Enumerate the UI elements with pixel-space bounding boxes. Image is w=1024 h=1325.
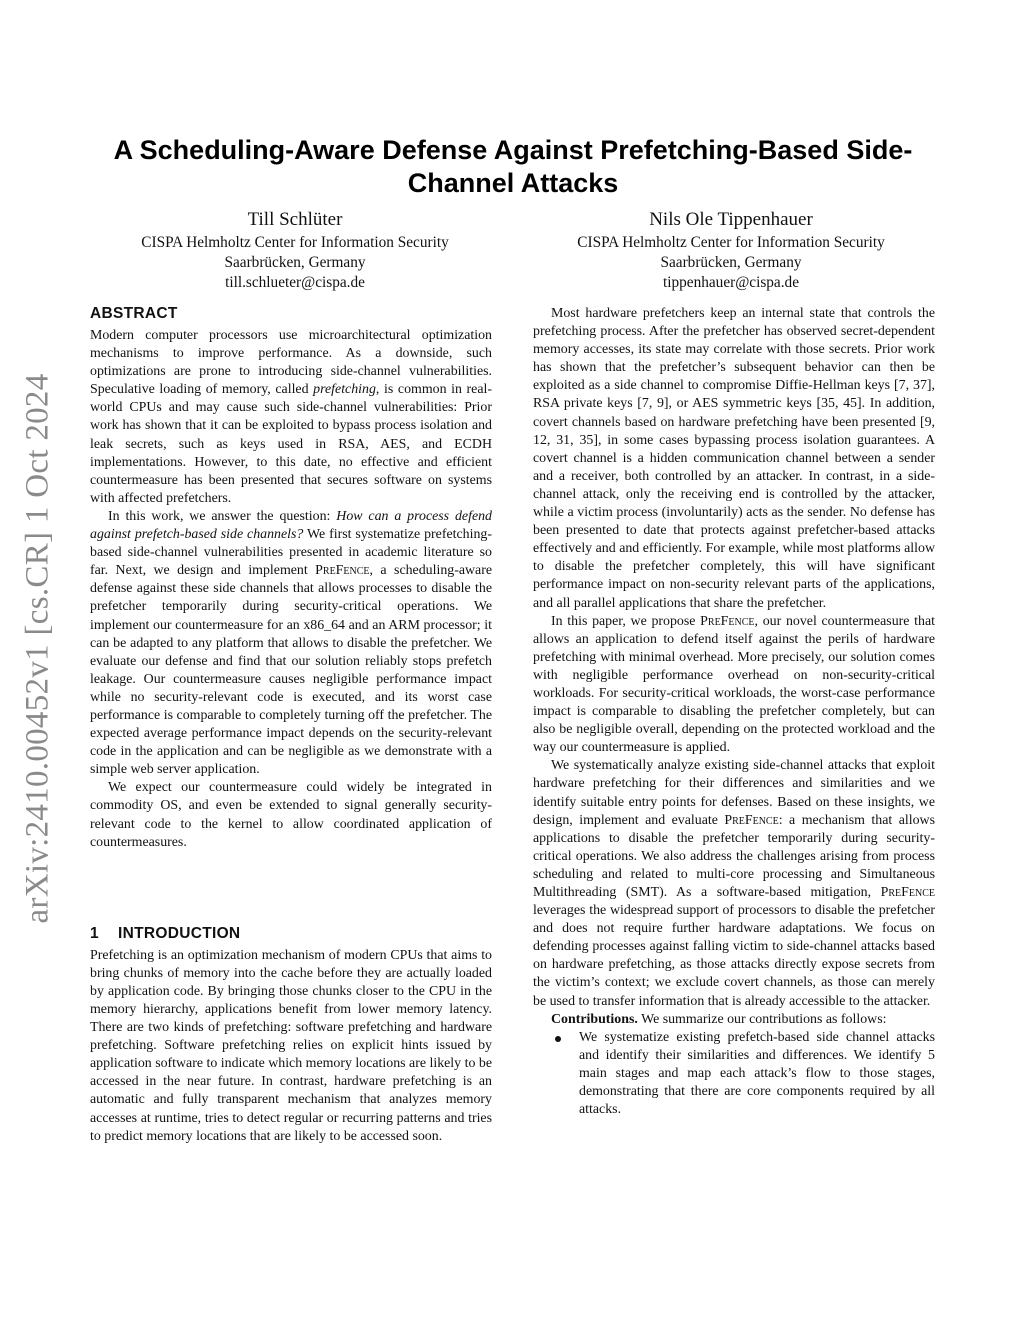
text-run: We summarize our contributions as follows:: [637, 1011, 887, 1027]
system-name: PreFence: [880, 885, 935, 900]
section-number: 1: [90, 924, 99, 942]
list-item-text: We systematize existing prefetch-based side channel attacks and identify their similarities and differences. We identify 5 main stages and map each attack’s flow to those stages, demonstrating that there are core components required by all attacks.: [579, 1029, 935, 1118]
author-name: Nils Ole Tippenhauer: [649, 209, 813, 230]
emphasis-run: How can a process defend against prefetch-based side channels?: [90, 508, 492, 543]
text-run: In this work, we answer the question:: [108, 508, 337, 524]
left-column: [90, 304, 492, 1146]
system-name: PreFence: [315, 563, 370, 579]
contributions-label: Contributions.: [551, 1011, 638, 1027]
paper-title: A Scheduling-Aware Defense Against Prefetching-Based Side-Channel Attacks: [113, 135, 913, 198]
text-run: , a scheduling-aware defense against these side channels that allows processes to disable the prefetcher temporarily during security-critical operations. We implement our countermeasure for an x86_64 and an ARM processor; it can be adapted to any platform that allows to disable the prefetcher. We evaluate our defense and find that our solution reliably stops prefetch leakage. Our countermeasure causes negligible performance impact while no security-relevant code is executed, and its worst case performance is comparable to completely turning off the prefetcher. The expected average performance impact depends on the security-relevant code in the application and can be negligible as we demonstrate with a simple web server application.: [90, 563, 492, 778]
abstract-paragraph-1: [90, 327, 492, 508]
section-title: INTRODUCTION: [118, 924, 241, 942]
author-2: [526, 208, 936, 293]
abstract-heading: ABSTRACT: [90, 305, 178, 322]
text-run: We first systematize prefetching-based side-channel vulnerabilities presented in academic literature so far. Next, we design and implement: [90, 527, 492, 579]
introduction-paragraph-1: Prefetching is an optimization mechanism of modern CPUs that aims to bring chunks of memory into the cache before they are actually loaded by application code. By bringing those chunks closer to the CPU in the memory hierarchy, applications benefit from lower memory latency. There are two kinds of prefetching: software prefetching and hardware prefetching. Software prefetching relies on explicit hints issued by application software to indicate which memory locations are likely to be accessed in the near future. In contrast, hardware prefetching is an automatic and fully transparent mechanism that analyzes memory accesses at runtime, tries to detect regular or recurring patterns and tries to predict memory locations that are likely to be accessed soon.: [90, 947, 492, 1144]
system-name: PreFence: [700, 613, 755, 629]
text-run: , is common in real-world CPUs and may cause such side-channel vulnerabilities: Prior work has shown that it can be exploited to bypass process isolation and leak secrets, such as keys used in RSA, AES, and ECDH implementations. However, to this date, no effective and efficient countermeasure has been presented that secures software on systems with affected prefetchers.: [90, 382, 492, 506]
author-affiliation: CISPA Helmholtz Center for Information Security: [141, 234, 449, 251]
text-run: leverages the widespread support of processors to disable the prefetcher and does not require further hardware adaptations. We focus on defending processes against falling victim to side-channel attacks based on hardware prefetching, as those attacks directly expose secrets from the victim’s context; we exclude covert channels, as those can merely be used to transfer information that is already accessible to the attacker.: [533, 903, 935, 1009]
abstract-paragraph-3: We expect our countermeasure could widely be integrated in commodity OS, and even be extended to signal generally security-relevant code to the kernel to allow coordinated application of countermeasures.: [90, 780, 492, 850]
text-run: : a mechanism that allows applications to disable the prefetcher temporarily during security-critical operations. We also address the challenges arising from process scheduling and related to multi-core processing and Simultaneous Multithreading (SMT). As a software-based mitigation,: [533, 812, 935, 900]
bullet-icon: [555, 1036, 561, 1042]
text-run: In this paper, we propose: [551, 613, 701, 629]
author-location: Saarbrücken, Germany: [660, 254, 802, 271]
author-email: tippenhauer@cispa.de: [663, 274, 799, 291]
introduction-heading: [90, 924, 492, 944]
list-item: [533, 1029, 935, 1119]
text-run: , our novel countermeasure that allows an application to defend itself against the perils of hardware prefetching with minimal overhead. More precisely, our solution comes with negligible performance overhead on non-security-critical workloads. For security-critical workloads, the worst-case performance impact is comparable to disabling the prefetcher completely, but can also be negligible overall, depending on the protected workload and the way our countermeasure is applied.: [533, 613, 935, 756]
right-paragraph-3: [533, 757, 935, 1010]
author-email: till.schlueter@cispa.de: [225, 274, 365, 291]
author-1: [90, 208, 500, 293]
text-run: Modern computer processors use microarchitectural optimization mechanisms to improve performance. As a downside, such optimizations are prone to introducing side-channel vulnerabilities. Speculative loading of memory, called: [90, 328, 492, 398]
right-column: [533, 305, 935, 1119]
right-paragraph-2: [533, 613, 935, 758]
author-location: Saarbrücken, Germany: [224, 254, 366, 271]
author-affiliation: CISPA Helmholtz Center for Information Security: [577, 234, 885, 251]
author-block: [90, 208, 936, 293]
arxiv-identifier: arXiv:2410.00452v1 [cs.CR] 1 Oct 2024: [19, 372, 56, 924]
emphasis-run: prefetching: [313, 382, 376, 398]
abstract-paragraph-2: [90, 508, 492, 779]
text-run: We systematically analyze existing side-channel attacks that exploit hardware prefetching for their differences and similarities and we identify suitable entry points for defenses. Based on these insights, we design, implement and evaluate: [533, 758, 935, 828]
right-paragraph-1: Most hardware prefetchers keep an internal state that controls the prefetching process. After the prefetcher has observed secret-dependent memory accesses, its state may correlate with those secrets. Prior work has shown that the prefetcher’s subsequent behavior can then be exploited as a side channel to compromise Diffie-Hellman keys [7, 37], RSA private keys [7, 9], or AES symmetric keys [35, 45]. In addition, covert channels based on hardware prefetching have been presented [9, 12, 31, 35], in some cases bypassing process isolation guarantees. A covert channel is a hidden communication channel between a sender and a receiver, both controlled by an attacker. In contrast, in a side-channel attack, only the receiving end is controlled by the attacker, while a victim process (involuntarily) acts as the sender. No defense has been presented to date that protects against prefetcher-based attacks effectively and and efficiently. For example, while most platforms allow to disable the prefetcher completely, this will have significant performance impact on non-security relevant parts of the applications, and all parallel applications that share the prefetcher.: [533, 306, 935, 611]
author-name: Till Schlüter: [247, 209, 343, 230]
contributions-list: [533, 1029, 935, 1119]
system-name: PreFence: [724, 812, 779, 828]
arxiv-stamp: [14, 368, 62, 928]
contributions-paragraph: [533, 1011, 935, 1029]
